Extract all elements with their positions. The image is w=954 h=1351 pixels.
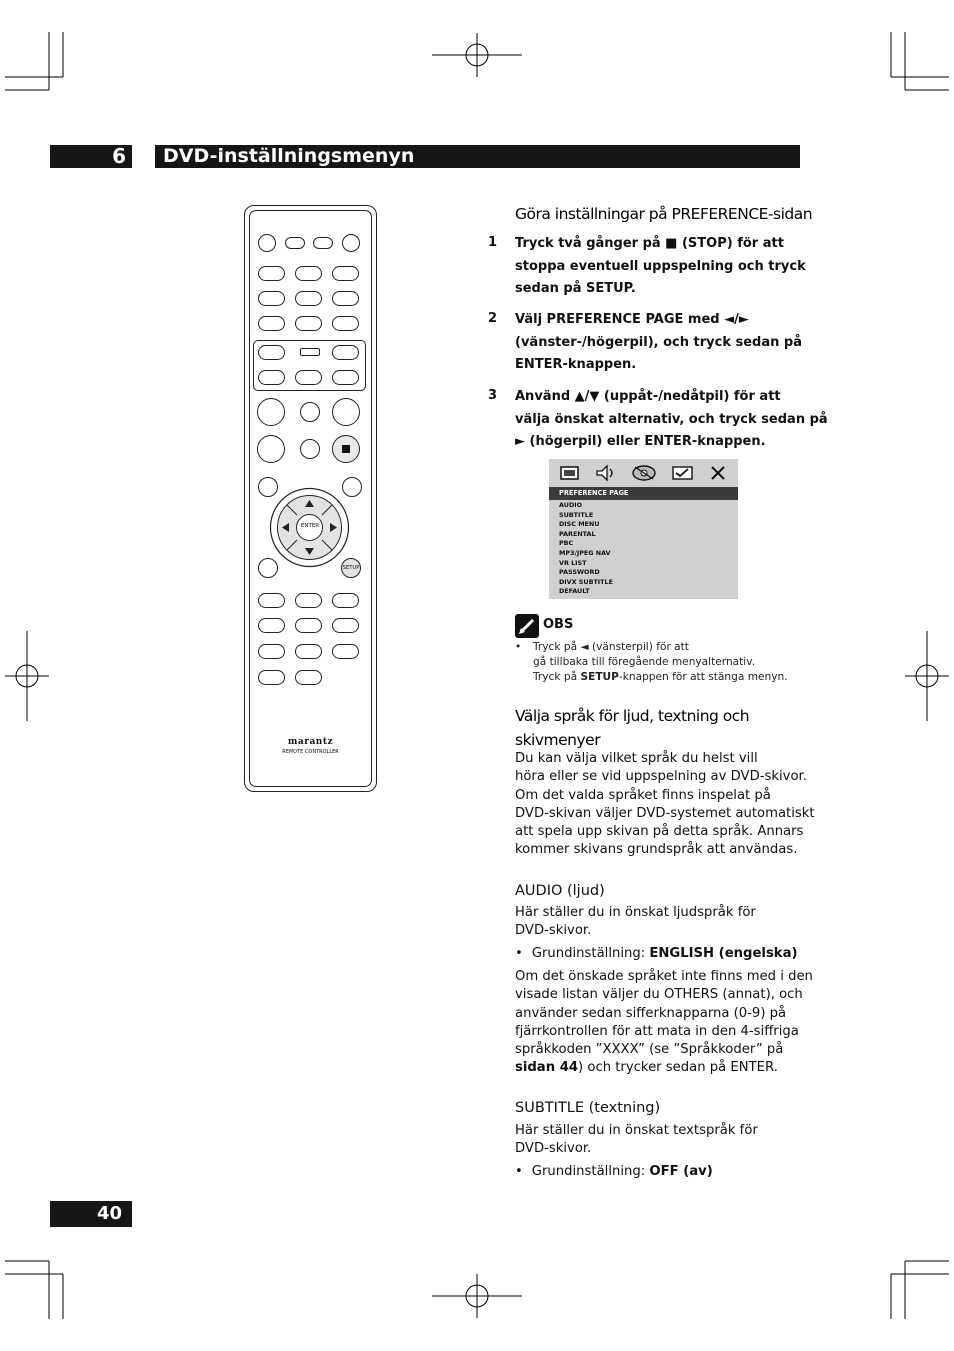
osd-item: AUDIO — [559, 501, 583, 509]
audio-setup-icon — [595, 464, 617, 482]
preference-disc-icon — [631, 464, 657, 482]
osd-item: DIVX SUBTITLE — [559, 577, 613, 586]
exit-setup-icon — [709, 465, 727, 481]
power-button — [258, 234, 276, 252]
step-3: Använd ▲/▼ (uppåt-/nedåtpil) för att välja önskat alternativ, och tryck sedan på ► (högerpil) eller ENTER-knappen. — [515, 389, 828, 449]
chapter-number: 6 — [50, 145, 132, 168]
osd-item: MP3/JPEG NAV — [559, 548, 611, 557]
subtitle-paragraph: Här ställer du in önskat textspråk för DVD-skivor. — [515, 1123, 758, 1157]
preference-page-screen — [549, 459, 738, 599]
subtitle-heading: SUBTITLE (textning) — [515, 1100, 661, 1116]
osd-item: SUBTITLE — [559, 510, 594, 519]
stop-button — [332, 435, 360, 463]
remote-button — [342, 234, 360, 252]
step-2: Välj PREFERENCE PAGE med ◄/► (vänster-/högerpil), och tryck sedan på ENTER-knappen. — [515, 312, 802, 372]
audio-paragraph: Här ställer du in önskat ljudspråk för DVD-skivor. — [515, 905, 756, 939]
stop-icon — [342, 445, 350, 453]
brand-logo: marantz — [287, 737, 334, 747]
osd-item: PARENTAL — [559, 529, 596, 538]
step-number: 1 — [488, 235, 498, 250]
section-heading: Göra inställningar på PREFERENCE-sidan — [515, 205, 813, 223]
osd-item: PBC — [559, 539, 574, 548]
osd-title: PREFERENCE PAGE — [549, 487, 738, 500]
general-setup-icon — [560, 465, 580, 481]
note-label: OBS — [543, 617, 574, 632]
note-bullet: • — [515, 641, 522, 653]
step-number: 3 — [488, 388, 498, 403]
audio-heading: AUDIO (ljud) — [515, 883, 605, 899]
osd-item: VR LIST — [559, 558, 587, 567]
audio-others-paragraph: Om det önskade språket inte finns med i den visade listan väljer du OTHERS (annat), och använder sedan sifferknapparna (0-9) på fjärrkontrollen för att mata in den 4-siffriga språkkoden ”XXXX” (se ”Språkkoder” på sidan 44) och trycker sedan på ENTER. — [515, 969, 813, 1076]
remote-button — [313, 237, 333, 249]
step-1: Tryck två gånger på ■ (STOP) för att stoppa eventuell uppspelning och tryck sedan på SETUP. — [515, 236, 806, 296]
osd-item: PASSWORD — [559, 568, 600, 577]
password-setup-icon — [672, 465, 694, 481]
step-number: 2 — [488, 311, 498, 326]
chapter-title: DVD-inställningsmenyn — [155, 145, 800, 168]
audio-default: • Grundinställning: ENGLISH (engelska) — [515, 946, 798, 961]
remote-caption: REMOTE CONTROLLER — [282, 749, 339, 755]
remote-button — [285, 237, 305, 249]
osd-icon-bar — [549, 459, 738, 487]
note-text: Tryck på ◄ (vänsterpil) för att gå tillbaka till föregående menyalternativ. Tryck på SETUP-knappen för att stänga menyn. — [533, 641, 788, 683]
osd-item: DEFAULT — [559, 587, 590, 596]
page-number: 40 — [50, 1201, 132, 1227]
remote-control — [244, 205, 377, 792]
osd-item: DISC MENU — [559, 520, 600, 529]
intro-paragraph: Du kan välja vilket språk du helst vill höra eller se vid uppspelning av DVD-skivor. Om det valda språket finns inspelat på DVD-skivan väljer DVD-systemet automatiskt att spela upp skivan på detta språk. Annars kommer skivans grundspråk att användas. — [515, 751, 815, 858]
subtitle-default: • Grundinställning: OFF (av) — [515, 1164, 713, 1179]
enter-label: ENTER — [300, 523, 320, 529]
setup-label: SETUP — [342, 565, 360, 571]
section-heading: Välja språk för ljud, textning och skivmenyer — [515, 707, 750, 749]
note-pencil-icon — [515, 614, 539, 638]
